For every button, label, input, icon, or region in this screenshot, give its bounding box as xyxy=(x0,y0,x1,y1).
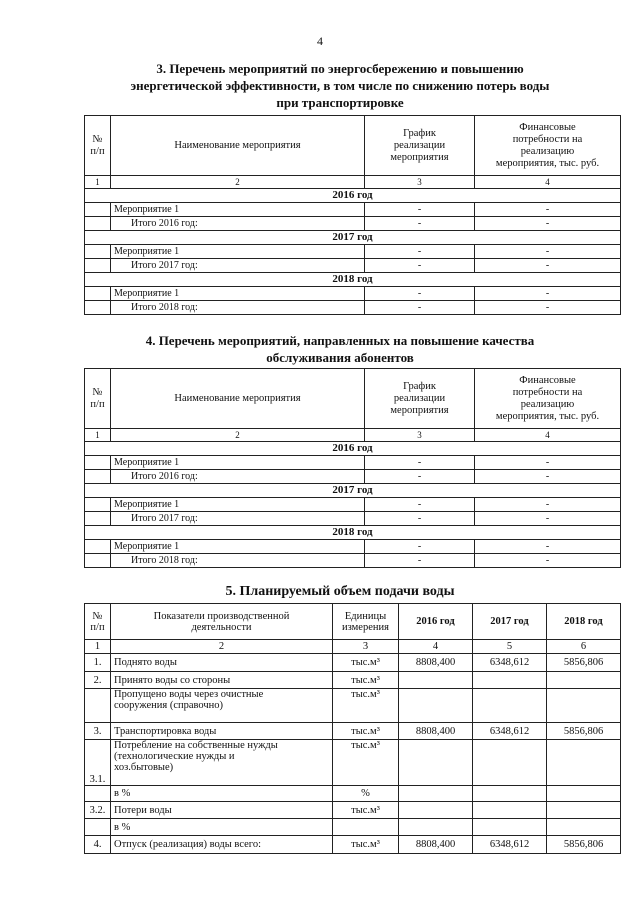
event-row: Мероприятие 1 - - xyxy=(85,245,621,259)
row-num xyxy=(85,689,111,723)
row-2017: 6348,612 xyxy=(473,654,547,672)
section-3-title-line2: энергетической эффективности, в том числе по снижению потерь воды xyxy=(130,78,550,93)
header-schedule: График реализации мероприятия xyxy=(365,369,475,429)
year-label: 2017 год xyxy=(85,231,621,245)
event-row: Мероприятие 1 - - xyxy=(85,498,621,512)
row-2018: 5856,806 xyxy=(547,723,621,740)
year-label: 2018 год xyxy=(85,526,621,540)
table-row xyxy=(85,723,621,740)
header-num: № п/п xyxy=(85,604,111,640)
header-units: Единицы измерения xyxy=(333,604,399,640)
row-unit: тыс.м³ xyxy=(333,723,399,740)
event-name: Мероприятие 1 xyxy=(111,498,365,512)
total-row: Итого 2018 год: - - xyxy=(85,554,621,568)
header-2018: 2018 год xyxy=(547,604,621,640)
table-row xyxy=(85,786,621,802)
event-name: Мероприятие 1 xyxy=(111,203,365,217)
year-label: 2017 год xyxy=(85,484,621,498)
header-name: Наименование мероприятия xyxy=(111,369,365,429)
event-row: Мероприятие 1 - - xyxy=(85,203,621,217)
section-3-table xyxy=(84,115,621,315)
year-row xyxy=(85,231,621,245)
row-name: Потери воды xyxy=(111,802,333,819)
col-number: 6 xyxy=(547,640,621,654)
event-row: Мероприятие 1 - - xyxy=(85,287,621,301)
col-number: 5 xyxy=(473,640,547,654)
table-row xyxy=(85,689,621,723)
col-number: 3 xyxy=(365,429,475,442)
event-row: Мероприятие 1 - - xyxy=(85,540,621,554)
table-row xyxy=(85,802,621,819)
row-num: 2. xyxy=(85,672,111,689)
col-number: 3 xyxy=(365,176,475,189)
column-number-row xyxy=(85,640,621,654)
section-3-title xyxy=(60,60,620,111)
section-4-table xyxy=(84,368,621,568)
col-number: 4 xyxy=(399,640,473,654)
table-row xyxy=(85,672,621,689)
row-name: Пропущено воды через очистные сооружения (справочно) xyxy=(111,689,333,723)
row-name: Поднято воды xyxy=(111,654,333,672)
section-3-title-line1: 3. Перечень мероприятий по энергосбережению и повышению xyxy=(156,61,524,76)
section-4-title xyxy=(60,332,620,366)
table-row xyxy=(85,819,621,836)
section-4-title-line1: 4. Перечень мероприятий, направленных на повышение качества xyxy=(145,333,535,348)
section-5-title: 5. Планируемый объем подачи воды xyxy=(225,584,455,599)
col-number: 1 xyxy=(85,640,111,654)
row-unit: тыс.м³ xyxy=(333,654,399,672)
total-row: Итого 2018 год: - - xyxy=(85,301,621,315)
row-name: Отпуск (реализация) воды всего: xyxy=(111,836,333,854)
table-row xyxy=(85,836,621,854)
event-name: Мероприятие 1 xyxy=(111,456,365,470)
row-unit: тыс.м³ xyxy=(333,672,399,689)
row-unit: тыс.м³ xyxy=(333,836,399,854)
header-row xyxy=(85,369,621,429)
row-2016: 8808,400 xyxy=(399,654,473,672)
row-name: в % xyxy=(111,786,333,802)
year-label: 2016 год xyxy=(85,189,621,203)
header-name: Наименование мероприятия xyxy=(111,116,365,176)
row-unit xyxy=(333,819,399,836)
header-indicator: Показатели производственной деятельности xyxy=(111,604,333,640)
year-row xyxy=(85,442,621,456)
header-2016: 2016 год xyxy=(399,604,473,640)
event-name: Мероприятие 1 xyxy=(111,287,365,301)
total-label: Итого 2017 год: xyxy=(111,512,365,526)
col-number: 4 xyxy=(475,429,621,442)
row-name: Потребление на собственные нужды (технологические нужды и хоз.бытовые) xyxy=(111,740,333,786)
row-num xyxy=(85,819,111,836)
total-row: Итого 2016 год: - - xyxy=(85,217,621,231)
header-finance: Финансовые потребности на реализацию мероприятия, тыс. руб. xyxy=(475,369,621,429)
year-label: 2016 год xyxy=(85,442,621,456)
header-finance: Финансовые потребности на реализацию мероприятия, тыс. руб. xyxy=(475,116,621,176)
page-number: 4 xyxy=(317,34,323,48)
header-schedule: График реализации мероприятия xyxy=(365,116,475,176)
total-label: Итого 2016 год: xyxy=(111,217,365,231)
row-num: 4. xyxy=(85,836,111,854)
header-num: № п/п xyxy=(85,369,111,429)
column-number-row xyxy=(85,176,621,189)
section-4-title-line2: обслуживания абонентов xyxy=(266,350,414,365)
total-row: Итого 2017 год: - - xyxy=(85,259,621,273)
header-2017: 2017 год xyxy=(473,604,547,640)
table-row xyxy=(85,740,621,786)
col-number: 1 xyxy=(85,429,111,442)
total-label: Итого 2018 год: xyxy=(111,554,365,568)
year-row xyxy=(85,526,621,540)
event-name: Мероприятие 1 xyxy=(111,245,365,259)
header-num: № п/п xyxy=(85,116,111,176)
row-num: 3. xyxy=(85,723,111,740)
col-number: 3 xyxy=(333,640,399,654)
total-label: Итого 2018 год: xyxy=(111,301,365,315)
total-row: Итого 2017 год: - - xyxy=(85,512,621,526)
row-2017: 6348,612 xyxy=(473,723,547,740)
row-unit: тыс.м³ xyxy=(333,689,399,723)
row-2017: 6348,612 xyxy=(473,836,547,854)
column-number-row xyxy=(85,429,621,442)
year-row xyxy=(85,484,621,498)
total-label: Итого 2016 год: xyxy=(111,470,365,484)
row-2016: 8808,400 xyxy=(399,836,473,854)
event-name: Мероприятие 1 xyxy=(111,540,365,554)
header-row xyxy=(85,604,621,640)
header-row xyxy=(85,116,621,176)
col-number: 1 xyxy=(85,176,111,189)
row-2018: 5856,806 xyxy=(547,836,621,854)
row-name: Транспортировка воды xyxy=(111,723,333,740)
row-2016: 8808,400 xyxy=(399,723,473,740)
row-name: в % xyxy=(111,819,333,836)
row-num: 3.2. xyxy=(85,802,111,819)
row-num xyxy=(85,786,111,802)
row-name: Принято воды со стороны xyxy=(111,672,333,689)
year-row xyxy=(85,189,621,203)
year-label: 2018 год xyxy=(85,273,621,287)
row-unit: % xyxy=(333,786,399,802)
row-2018: 5856,806 xyxy=(547,654,621,672)
col-number: 2 xyxy=(111,176,365,189)
row-num: 1. xyxy=(85,654,111,672)
total-label: Итого 2017 год: xyxy=(111,259,365,273)
year-row xyxy=(85,273,621,287)
col-number: 2 xyxy=(111,429,365,442)
table-row xyxy=(85,654,621,672)
col-number: 4 xyxy=(475,176,621,189)
col-number: 2 xyxy=(111,640,333,654)
section-3-title-line3: при транспортировке xyxy=(276,95,404,110)
total-row: Итого 2016 год: - - xyxy=(85,470,621,484)
section-5-table xyxy=(84,603,621,854)
row-unit: тыс.м³ xyxy=(333,740,399,786)
row-unit: тыс.м³ xyxy=(333,802,399,819)
event-row: Мероприятие 1 - - xyxy=(85,456,621,470)
row-num: 3.1. xyxy=(85,740,111,786)
